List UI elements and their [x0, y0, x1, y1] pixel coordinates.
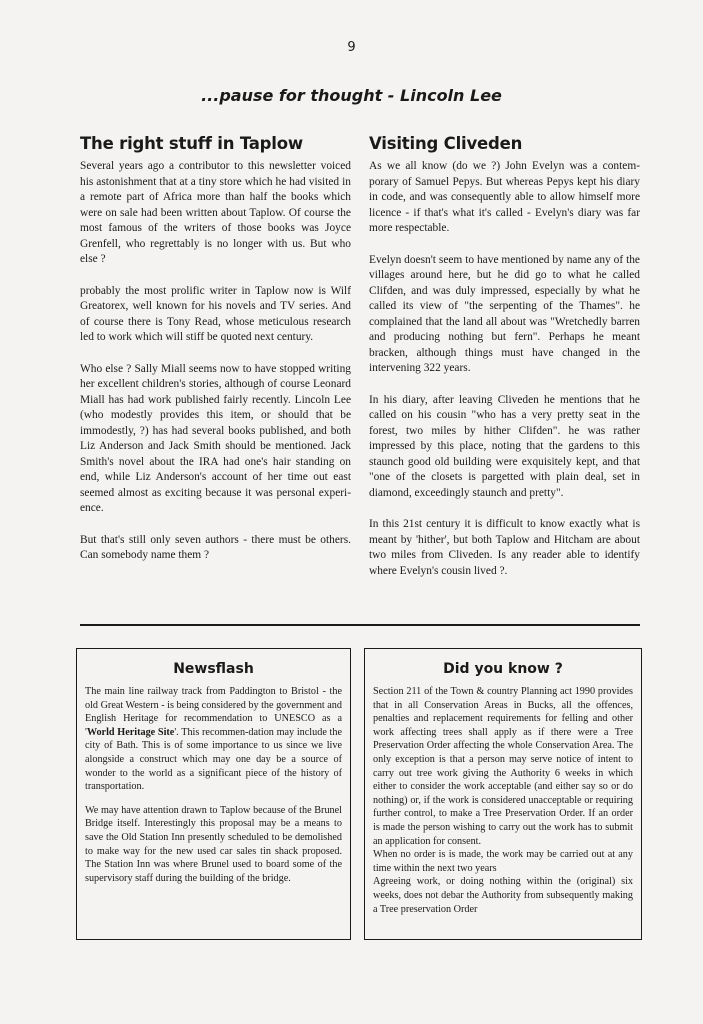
page-heading: ...pause for thought - Lincoln Lee — [201, 86, 502, 105]
did-you-know-paragraph: Agreeing work, or doing nothing within the (original) six weeks, does not debar the Authority from subsequently making a Tree preservation Order — [373, 876, 633, 915]
newsflash-text: '. This recommen-dation may include the city of Bath. This is of some importance to us since we live alongside a construct which may one day be a source of wonder to the world as a significant piece of the history of transportation. — [85, 726, 342, 793]
article-paragraph: Who else ? Sally Miall seems now to have stopped writing her excellent children's stories, although of course Leonard Miall has had work published fairly recently. Lincoln Lee (who modestly provides this item, or should that be immodestly, ?) has had several books published, and both Liz Anderson and Jack Smith should be mentioned. Jack Smith's novel about the IRA had one's hair standing on end, while Liz Anderson's account of her time out east seemed almost as exciting because it was personal experi-ence. — [80, 362, 351, 514]
article-title: The right stuff in Taplow — [80, 134, 303, 153]
world-heritage-site-text: World Heritage Site — [86, 726, 175, 738]
article-paragraph: As we all know (do we ?) John Evelyn was a contem-porary of Samuel Pepys. But whereas Pepys kept his diary in code, and was consequently able to allow himself more licence - if that's what it's called - Evelyn's diary was far more respectable. — [369, 160, 640, 234]
newsflash-text: The main line railway track from Paddington to Bristol - the old Great Western - is being considered by the government and English Heritage for recommendation to UNESCO as a ' — [85, 686, 342, 738]
did-you-know-paragraph: Section 211 of the Town & country Planning act 1990 provides that in all Conservation Areas in Bucks, all the offences, penalties and replacement requirements for felling and other work affecting trees shall apply as if there were a Tree Preservation Order affecting the whole Conservation Area. The only exception is that a person may serve notice of intent to carry out tree work giving the Authority 6 weeks in which either to consider the work acceptable (and either say so or do nothing) or, if the work is considered unacceptable or requiring further control, to make a Tree Preservation Order. If an order is made the person wishing to carry out the work has to submit an application for consent. — [373, 686, 633, 847]
article-paragraph: Several years ago a contributor to this newsletter voiced his astonishment that at a tiny store which he had visited in a remote part of Africa more than half the books which were on sale had been written about Taplow. Of course the most famous of the writers of those books was Joyce Grenfell, who regrettably is no longer with us. But who else ? — [80, 160, 351, 265]
article-title: Visiting Cliveden — [369, 134, 523, 153]
article-paragraph: In his diary, after leaving Cliveden he mentions that he called on his cousin "who has a very pretty seat in the forest, two miles by hither Clifden". he was rather impressed by this place, noting that the gardens to this staunch good old building were exquisitely kept, and that "one of the closets is pargetted with plain deal, set in diamond, exceedingly staunch and pretty". — [369, 393, 640, 499]
section-divider — [80, 624, 640, 626]
article-visiting-cliveden — [369, 134, 640, 595]
newsflash-title: Newsflash — [173, 661, 254, 677]
did-you-know-box — [364, 648, 642, 940]
newsflash-box — [76, 648, 351, 940]
article-paragraph: In this 21st century it is difficult to know exactly what is meant by 'hither', but both Taplow and Hitcham are about two miles from Cliveden. Is any reader able to identify where Evelyn's cousin lived ?. — [369, 518, 640, 577]
did-you-know-paragraph: When no order is is made, the work may be carried out at any time within the next two years — [373, 849, 633, 874]
article-paragraph: probably the most prolific writer in Taplow now is Wilf Greatorex, well known for his novels and TV series. And of course there is Tony Read, whose meticulous research led to work which will stiff be quoted next century. — [80, 284, 351, 343]
did-you-know-title: Did you know ? — [443, 661, 563, 677]
newsflash-paragraph: We may have attention drawn to Taplow because of the Brunel Bridge itself. Interestingly this proposal may be a means to save the Old Station Inn presently scheduled to be demolished to make way for the new used car sales tin shack proposed. The Station Inn was where Brunel used to board some of the supervisory staff during the building of the bridge. — [85, 804, 342, 884]
article-paragraph: Evelyn doesn't seem to have mentioned by name any of the villages around here, but he did go to what he called Clifden, and was duly impressed, especially by what he called its view of "the serpenting of the Thames". he complained that the land all about was "Wretchedly barren and producing nothing but fern". Perhaps he meant bracken, although things must have changed in the intervening 322 years. — [369, 253, 640, 374]
article-paragraph: But that's still only seven authors - there must be others. Can somebody name them ? — [80, 533, 351, 561]
article-right-stuff-in-taplow — [80, 134, 351, 580]
newsflash-paragraph — [85, 685, 342, 794]
page-number: 9 — [347, 40, 356, 55]
